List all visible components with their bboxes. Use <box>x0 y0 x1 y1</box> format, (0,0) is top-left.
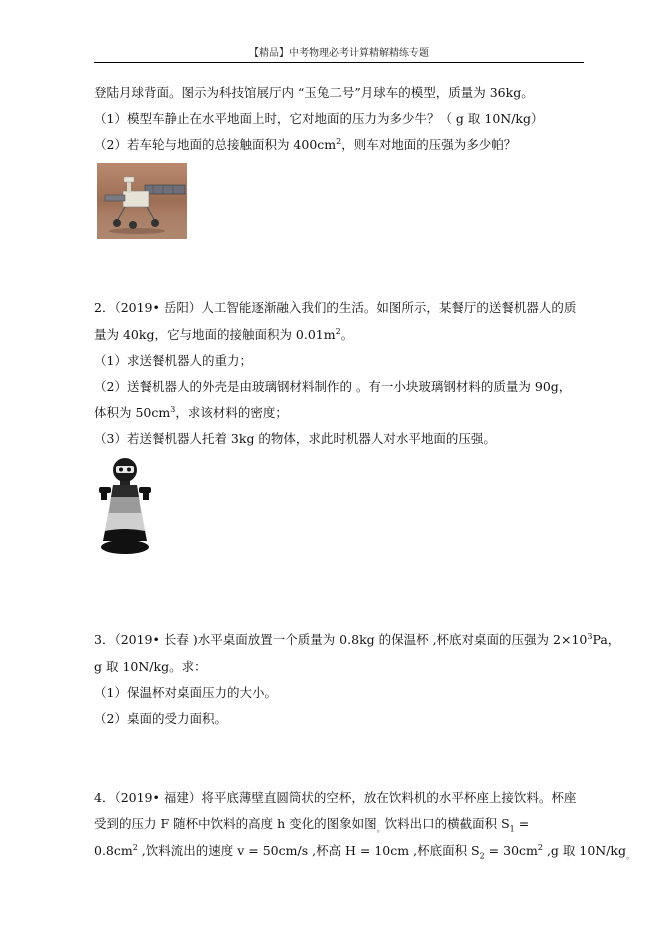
q1-part1: （1）模型车静止在水平地面上时，它对地面的压力为多少牛？（ g 取 10N/kg） <box>94 111 544 126</box>
q1-part2-text-b: ，则车对地面的压强为多少帕？ <box>341 137 517 152</box>
q4-line1: 4．（2019• 福建）将平底薄壁直圆筒状的空杯，放在饮料机的水平杯座上接饮料。杯座 <box>94 790 577 805</box>
q2-part2: （2）送餐机器人的外壳是由玻璃钢材料制作的 。有一小块玻璃钢材料的质量为 90g， <box>94 379 572 394</box>
q2-line2-text-b: 。 <box>340 327 354 342</box>
q4-line2-text-b: 饮料出口的横截面积 S <box>384 816 510 831</box>
q2-line2-text-a: 量为 40kg，它与地面的接触面积为 0.01m <box>94 327 336 342</box>
q1-part2-sup: 2 <box>336 136 342 146</box>
q3-line1 <box>94 632 620 648</box>
q1-part2-text-a: （2）若车轮与地面的总接触面积为 400cm <box>94 137 337 152</box>
page-header: 【精品】中考物理必考计算精解精练专题 <box>249 48 429 59</box>
q4-line2 <box>94 816 529 832</box>
q3-part1: （1）保温杯对桌面压力的大小。 <box>94 685 277 700</box>
q2-part1: （1）求送餐机器人的重力； <box>94 353 252 368</box>
q2-line1: 2．（2019• 岳阳）人工智能逐渐融入我们的生活。如图所示，某餐厅的送餐机器人的质 <box>94 300 577 315</box>
q4-line3-text-d: ,g 取 10N/kg <box>542 843 627 858</box>
q4-line3-end: 。 <box>626 851 635 861</box>
q3-line1-text-a: 3．（2019• 长春 )水平桌面放置一个质量为 0.8kg 的保温杯 ,杯底对桌面的压强为 2×10 <box>94 632 588 647</box>
q3-line1-sup: 3 <box>587 631 593 641</box>
header-divider <box>94 62 584 63</box>
q2-line2-sup: 2 <box>335 326 341 336</box>
q3-line1-text-b: Pa， <box>592 632 621 647</box>
q1-part2 <box>94 137 516 153</box>
q1-intro: 登陆月球背面。图示为科技馆展厅内 “玉兔二号”月球车的模型，质量为 36kg。 <box>94 85 534 100</box>
q3-line2: g 取 10N/kg。求： <box>94 659 207 674</box>
q4-line3 <box>94 843 634 859</box>
q2-part2-cont <box>94 405 288 421</box>
q2-part2-cont-text-b: ，求该材料的密度； <box>175 405 288 420</box>
q4-line2-text-c: = <box>514 816 530 831</box>
q2-part2-cont-text-a: 体积为 50cm <box>94 405 171 420</box>
q3-part2: （2）桌面的受力面积。 <box>94 711 227 726</box>
q4-line3-sub-s2: 2 <box>479 851 485 861</box>
q4-line2-sub: 。 <box>376 824 385 834</box>
q4-line3-text-a: 0.8cm <box>94 843 133 858</box>
q4-line3-sup: 2 <box>132 842 138 852</box>
q4-line3-text-c: = 30cm <box>484 843 538 858</box>
q2-part2-cont-sup: 3 <box>170 404 176 414</box>
delivery-robot-image <box>97 457 153 555</box>
q4-line3-sup2: 2 <box>537 842 543 852</box>
q2-part3: （3）若送餐机器人托着 3kg 的物体，求此时机器人对水平地面的压强。 <box>94 431 496 446</box>
lunar-rover-image <box>97 163 187 239</box>
q4-line2-sub-s1: 1 <box>509 824 515 834</box>
q2-line2 <box>94 327 353 343</box>
q4-line2-text-a: 受到的压力 F 随杯中饮料的高度 h 变化的图象如图 <box>94 816 377 831</box>
q4-line3-text-b: ,饮料流出的速度 v = 50cm/s ,杯高 H = 10cm ,杯底面积 S <box>137 843 480 858</box>
